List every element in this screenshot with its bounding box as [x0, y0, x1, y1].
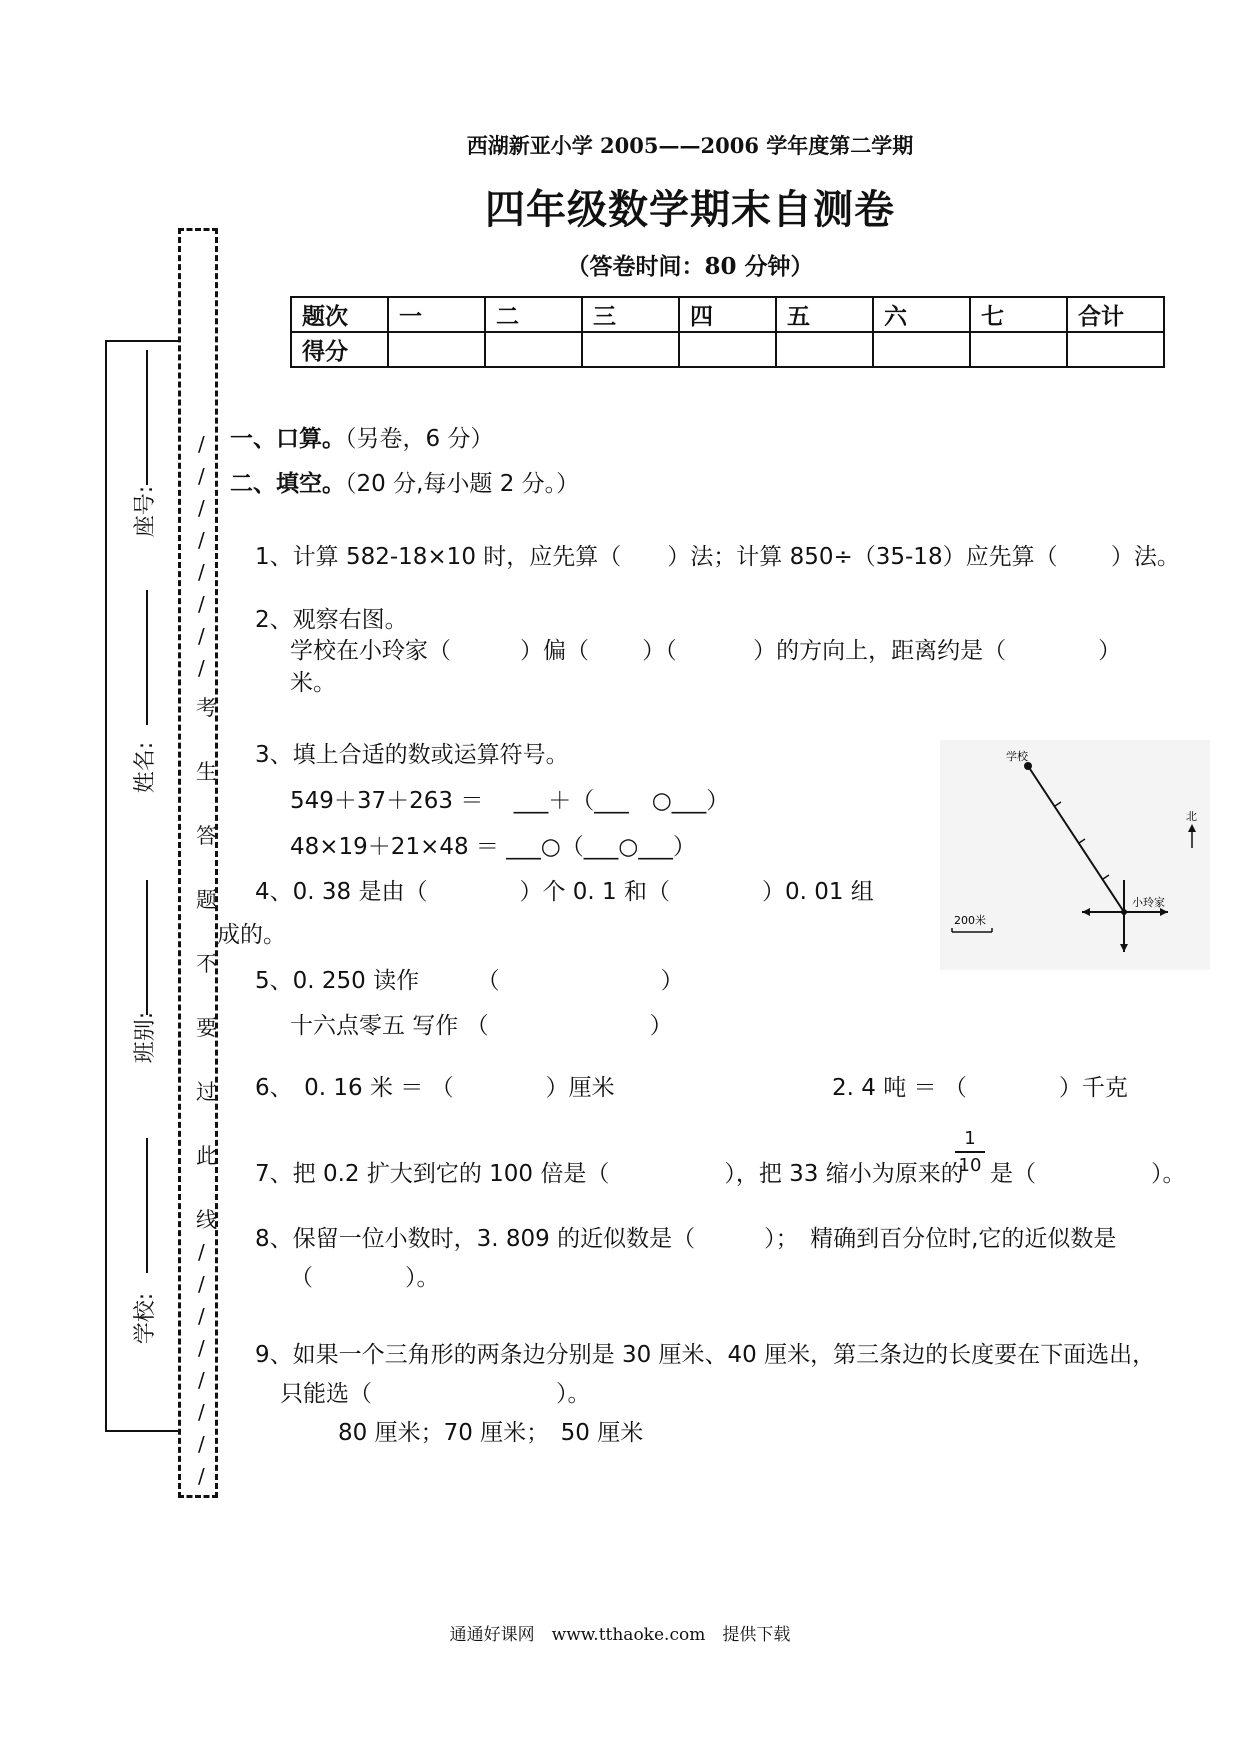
section-2-title: 二、填空。	[230, 471, 345, 497]
slash-mark: /	[198, 496, 205, 520]
question-9-line-2: 只能选（ ）。	[280, 1381, 591, 1407]
question-8-line-2: （ ）。	[290, 1265, 440, 1291]
north-map-label: 北	[1186, 810, 1197, 823]
question-4-line-1: 4、0. 38 是由（ ）个 0. 1 和（ ）0. 01 组	[255, 879, 874, 905]
section-2-note: （20 分,每小题 2 分。）	[345, 471, 580, 497]
score-blank-cell[interactable]	[776, 332, 873, 367]
notice-char: 生	[196, 760, 217, 784]
score-cell: 五	[776, 297, 873, 332]
name-write-line[interactable]	[146, 590, 148, 725]
slash-mark: /	[198, 656, 205, 680]
score-row-label: 得分	[291, 332, 388, 367]
score-table-header-row	[291, 297, 1164, 332]
slash-mark: /	[198, 464, 205, 488]
home-map-label: 小玲家	[1132, 896, 1165, 909]
slash-mark: /	[198, 560, 205, 584]
question-3-line-2: 48×19＋21×48 ＝ ___○（___○___）	[290, 834, 696, 860]
seat-label: 座号:	[133, 485, 159, 538]
question-7-part-b: 是（ ）。	[990, 1161, 1186, 1187]
question-6-part-a: 6、 0. 16 米 ＝ （ ）厘米	[255, 1075, 615, 1101]
slash-mark: /	[198, 1336, 205, 1360]
score-cell: 六	[873, 297, 970, 332]
score-blank-cell[interactable]	[970, 332, 1067, 367]
score-table	[290, 296, 1165, 368]
score-cell: 合计	[1067, 297, 1164, 332]
slash-mark: /	[198, 624, 205, 648]
score-table-score-row	[291, 332, 1164, 367]
question-9-line-1: 9、如果一个三角形的两条边分别是 30 厘米、40 厘米，第三条边的长度要在下面选出，	[255, 1342, 1156, 1368]
score-cell: 一	[388, 297, 485, 332]
page-footer: 通通好课网 www.tthaoke.com 提供下载	[449, 1625, 791, 1645]
notice-char: 答	[196, 824, 217, 848]
score-blank-cell[interactable]	[485, 332, 582, 367]
notice-char: 题	[196, 888, 217, 912]
question-6-part-b: 2. 4 吨 ＝ （ ）千克	[832, 1075, 1128, 1101]
fraction-numerator: 1	[964, 1128, 976, 1149]
seat-write-line[interactable]	[146, 350, 148, 485]
score-blank-cell[interactable]	[582, 332, 679, 367]
class-write-line[interactable]	[146, 880, 148, 1015]
section-2-heading	[230, 465, 579, 498]
slash-mark: /	[198, 1304, 205, 1328]
question-9-options: 80 厘米；70 厘米； 50 厘米	[338, 1420, 644, 1446]
exam-time-subtitle: （答卷时间：80 分钟）	[566, 253, 814, 280]
slash-mark: /	[198, 1464, 205, 1488]
fraction-one-tenth	[955, 1128, 985, 1176]
notice-char: 线	[196, 1208, 217, 1232]
school-label: 学校:	[133, 1292, 159, 1345]
question-5-line-1: 5、0. 250 读作 （ ）	[255, 968, 684, 994]
question-5-line-2: 十六点零五 写作 （ ）	[290, 1013, 673, 1039]
section-1-heading	[230, 420, 493, 453]
question-3-title: 3、填上合适的数或运算符号。	[255, 742, 569, 768]
map-background	[940, 740, 1210, 970]
score-blank-cell[interactable]	[388, 332, 485, 367]
question-2-body: 学校在小玲家（ ）偏（ ）（ ）的方向上，距离约是（ ）	[290, 638, 1122, 664]
score-blank-cell[interactable]	[679, 332, 776, 367]
score-blank-cell[interactable]	[873, 332, 970, 367]
class-label: 班别:	[133, 1011, 159, 1064]
direction-map-figure	[940, 740, 1210, 970]
page-title: 四年级数学期末自测卷	[485, 186, 895, 233]
question-1: 1、计算 582-18×10 时，应先算（ ）法；计算 850÷（35-18）应先算（ ）法。	[255, 544, 1180, 570]
slash-mark: /	[198, 1272, 205, 1296]
score-cell: 四	[679, 297, 776, 332]
scale-map-label: 200米	[954, 914, 986, 927]
question-4-line-2: 成的。	[217, 922, 286, 948]
notice-char: 考	[196, 696, 217, 720]
question-7-part-a: 7、把 0.2 扩大到它的 100 倍是（ ），把 33 缩小为原来的	[255, 1161, 964, 1187]
slash-mark: /	[198, 592, 205, 616]
score-cell: 七	[970, 297, 1067, 332]
slash-mark: /	[198, 1400, 205, 1424]
fraction-denominator: 10	[958, 1155, 982, 1176]
question-2-unit: 米。	[290, 670, 336, 696]
school-point	[1024, 762, 1032, 770]
score-cell: 题次	[291, 297, 388, 332]
question-3-line-1: 549＋37＋263 ＝ ___＋（___ ○___）	[290, 788, 730, 814]
score-cell: 二	[485, 297, 582, 332]
score-blank-cell[interactable]	[1067, 332, 1164, 367]
question-8-line-1: 8、保留一位小数时，3. 809 的近似数是（ ）； 精确到百分位时,它的近似数是	[255, 1226, 1117, 1252]
slash-mark: /	[198, 1432, 205, 1456]
score-cell: 三	[582, 297, 679, 332]
section-1-title: 一、口算。	[230, 426, 345, 452]
slash-mark: /	[198, 528, 205, 552]
slash-mark: /	[198, 1240, 205, 1264]
school-write-line[interactable]	[146, 1138, 148, 1273]
notice-char: 过	[196, 1080, 217, 1104]
school-term-line: 西湖新亚小学 2005——2006 学年度第二学期	[466, 133, 914, 158]
question-2-title: 2、观察右图。	[255, 607, 408, 633]
notice-char: 此	[196, 1144, 217, 1168]
fraction-bar	[955, 1151, 985, 1153]
slash-mark: /	[198, 1368, 205, 1392]
slash-mark: /	[198, 432, 205, 456]
notice-char: 不	[196, 952, 217, 976]
name-label: 姓名:	[133, 741, 159, 794]
school-map-label: 学校	[1006, 750, 1028, 763]
notice-char: 要	[196, 1016, 217, 1040]
section-1-note: （另卷，6 分）	[345, 426, 494, 452]
